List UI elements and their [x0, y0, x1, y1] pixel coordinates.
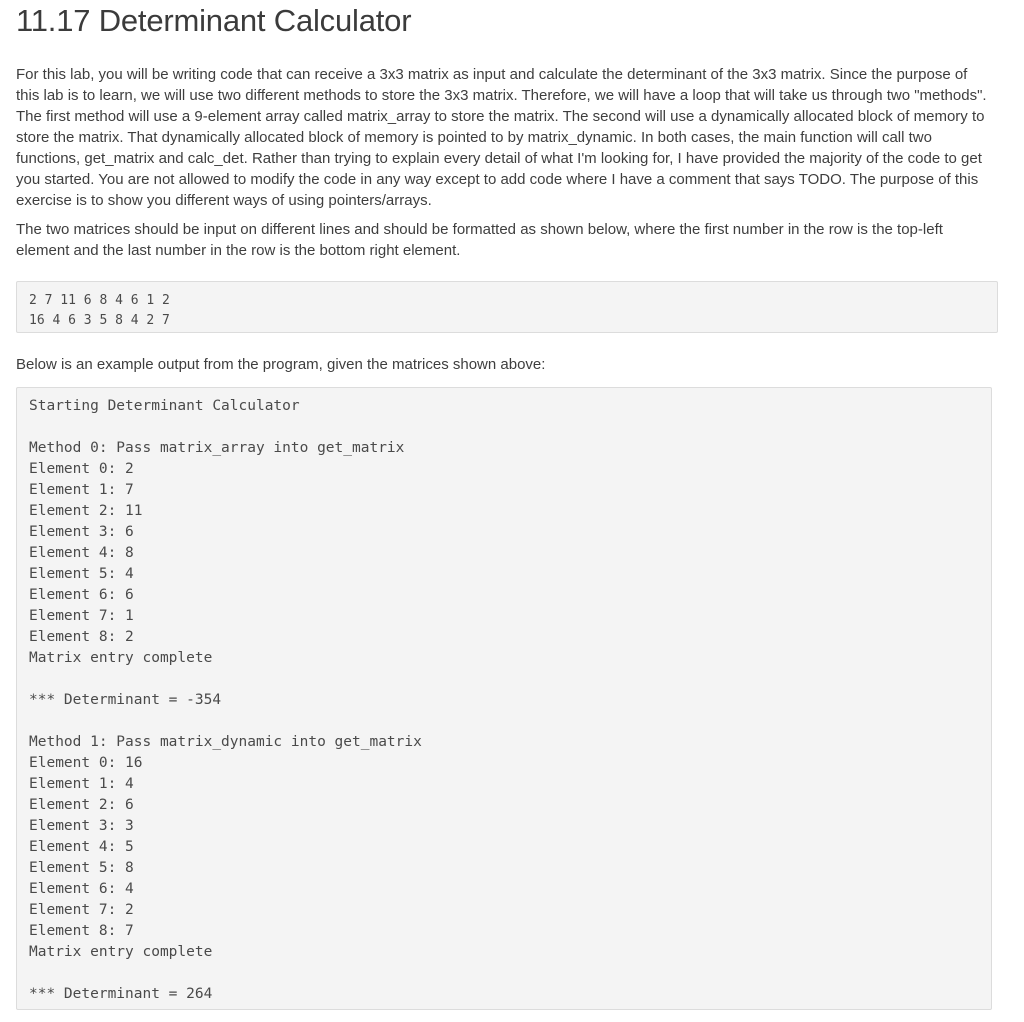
output-line: Element 2: 6 [29, 797, 134, 813]
sample-input-block [16, 281, 998, 333]
output-line [29, 669, 985, 690]
output-line: Element 1: 7 [29, 482, 134, 498]
output-line: Element 4: 5 [29, 839, 134, 855]
output-line: Element 1: 4 [29, 776, 134, 792]
output-line: Element 6: 6 [29, 587, 134, 603]
output-line: *** Determinant = -354 [29, 692, 222, 708]
format-paragraph: The two matrices should be input on different lines and should be formatted as shown below, where the first number in the row is the top-left element and the last number in the row is the bottom right element. [16, 221, 943, 259]
output-line: Method 0: Pass matrix_array into get_matrix [29, 440, 405, 456]
output-line: Element 2: 11 [29, 503, 143, 519]
output-line: *** Determinant = 264 [29, 986, 213, 1002]
output-line: Element 8: 2 [29, 629, 134, 645]
output-line: Matrix entry complete [29, 650, 213, 666]
output-line: Element 5: 8 [29, 860, 134, 876]
output-line: Element 0: 2 [29, 461, 134, 477]
lab-page [16, 0, 992, 1010]
output-line: Element 7: 1 [29, 608, 134, 624]
page-title: 11.17 Determinant Calculator [16, 3, 412, 38]
output-line: Element 8: 7 [29, 923, 134, 939]
output-line: Matrix entry complete [29, 944, 213, 960]
output-line: Element 0: 16 [29, 755, 143, 771]
output-line: Method 1: Pass matrix_dynamic into get_matrix [29, 734, 422, 750]
output-line: Element 5: 4 [29, 566, 134, 582]
example-intro-paragraph: Below is an example output from the program, given the matrices shown above: [16, 356, 546, 373]
output-line: Starting Determinant Calculator [29, 398, 300, 414]
output-line: Element 7: 2 [29, 902, 134, 918]
output-line [29, 711, 985, 732]
output-line: Element 6: 4 [29, 881, 134, 897]
input-line: 16 4 6 3 5 8 4 2 7 [29, 313, 170, 328]
input-line: 2 7 11 6 8 4 6 1 2 [29, 293, 170, 308]
output-line [29, 417, 985, 438]
output-line: Element 3: 6 [29, 524, 134, 540]
intro-paragraph: For this lab, you will be writing code that can receive a 3x3 matrix as input and calculate the determinant of the 3x3 matrix. Since the purpose of this lab is to learn, we will use two different methods to store the 3x3 matrix. Therefore, we will have a loop that will take us through two "methods". The first method will use a 9-element array called matrix_array to store the matrix. The second will use a dynamically allocated block of memory to store the matrix. That dynamically allocated block of memory is pointed to by matrix_dynamic. In both cases, the main function will call two functions, get_matrix and calc_det. Rather than trying to explain every detail of what I'm looking for, I have provided the majority of the code to get you started. You are not allowed to modify the code in any way except to add code where I have a comment that says TODO. The purpose of this exercise is to show you different ways of using pointers/arrays. [16, 66, 987, 209]
output-line: Element 4: 8 [29, 545, 134, 561]
output-line [29, 963, 985, 984]
sample-output-block [16, 387, 992, 1010]
output-line: Element 3: 3 [29, 818, 134, 834]
